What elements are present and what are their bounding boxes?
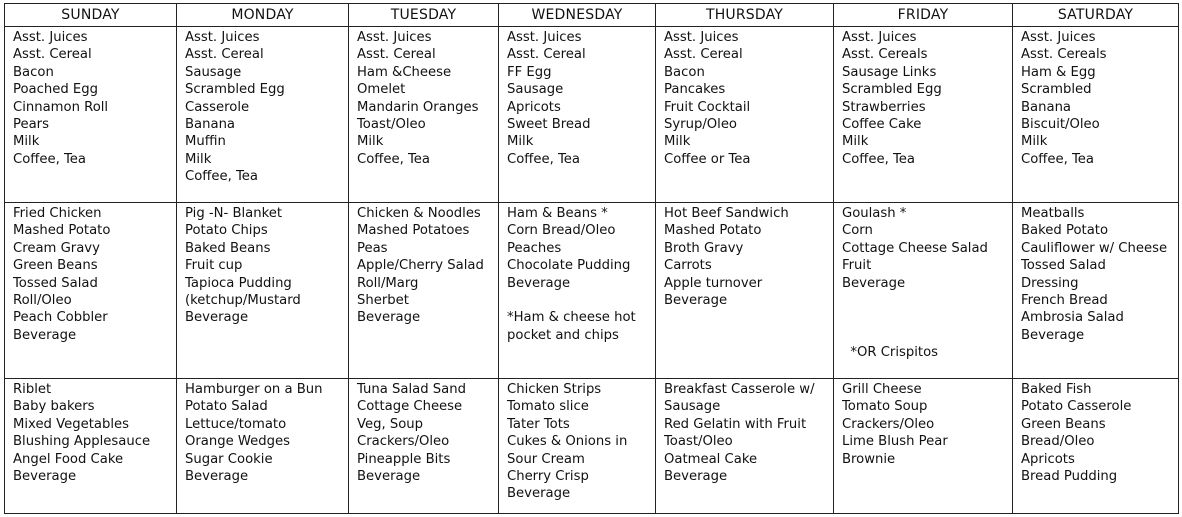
menu-cell-wednesday-breakfast — [499, 27, 656, 203]
menu-item: Mashed Potatoes — [357, 223, 470, 239]
menu-item: Apricots — [507, 99, 561, 115]
menu-cell-tuesday-breakfast — [349, 27, 499, 203]
menu-item: Cherry Crisp — [507, 469, 589, 485]
menu-item: Ambrosia Salad — [1021, 310, 1124, 326]
menu-item: Green Beans — [13, 258, 98, 274]
lunch-row — [5, 203, 1179, 379]
menu-item: Meatballs — [1021, 206, 1085, 221]
breakfast-row — [5, 27, 1179, 203]
menu-item: Apple/Cherry Salad — [357, 258, 484, 274]
menu-item: Tuna Salad Sand — [357, 382, 466, 397]
menu-item: Hamburger on a Bun — [185, 382, 323, 397]
day-header-friday: FRIDAY — [834, 4, 1013, 27]
menu-item: Cream Gravy — [13, 240, 100, 256]
menu-item: Asst. Juices — [357, 30, 432, 45]
menu-item: Apricots — [1021, 451, 1075, 467]
menu-item: Coffee, Tea — [507, 151, 580, 167]
menu-item: Beverage — [185, 310, 249, 326]
menu-cell-friday-dinner — [834, 379, 1013, 514]
menu-item: Mandarin Oranges — [357, 99, 479, 115]
weekly-menu-table — [4, 3, 1179, 514]
menu-item: Banana — [185, 117, 236, 133]
menu-item: FF Egg — [507, 64, 552, 80]
menu-item: Asst. Juices — [13, 30, 88, 45]
menu-item: Lettuce/tomato — [185, 416, 287, 432]
menu-item: French Bread — [1021, 293, 1108, 309]
menu-item: Tossed Salad — [1021, 258, 1106, 274]
menu-item: Sausage — [185, 64, 242, 80]
menu-cell-sunday-lunch — [5, 203, 177, 379]
menu-item: Roll/Oleo — [13, 293, 72, 309]
menu-item: Ham & Beans * — [507, 206, 608, 221]
menu-item: Cauliflower w/ Cheese — [1021, 240, 1168, 256]
menu-item: Breakfast Casserole w/ — [664, 382, 815, 397]
menu-item: Banana — [1021, 99, 1072, 115]
menu-item: Corn — [842, 223, 873, 239]
menu-item: Goulash * — [842, 206, 907, 221]
menu-item: Mashed Potato — [13, 223, 111, 239]
menu-item: Scrambled Egg — [185, 82, 285, 98]
menu-item: Cottage Cheese Salad — [842, 240, 988, 256]
day-header-tuesday: TUESDAY — [349, 4, 499, 27]
menu-item: Coffee, Tea — [842, 151, 915, 167]
menu-item: Toast/Oleo — [664, 434, 733, 450]
menu-item — [842, 292, 1008, 309]
day-header-thursday: THURSDAY — [656, 4, 834, 27]
menu-item: Red Gelatin with Fruit — [664, 416, 807, 432]
menu-item: Milk — [185, 151, 212, 167]
menu-item: (ketchup/Mustard — [185, 293, 301, 309]
menu-item: Beverage — [1021, 327, 1085, 343]
menu-item: Chicken Strips — [507, 382, 602, 397]
menu-item: Asst. Cereal — [507, 47, 586, 63]
menu-item: Tomato Soup — [842, 399, 928, 415]
menu-item: Pears — [13, 117, 49, 133]
menu-item: Beverage — [357, 469, 421, 485]
day-header-wednesday: WEDNESDAY — [499, 4, 656, 27]
menu-item: Beverage — [357, 310, 421, 326]
menu-item: Baked Fish — [1021, 382, 1092, 397]
menu-item: Broth Gravy — [664, 240, 744, 256]
menu-item: Poached Egg — [13, 82, 98, 98]
day-header-saturday: SATURDAY — [1013, 4, 1179, 27]
menu-item: Sausage — [664, 399, 721, 415]
menu-item: Asst. Juices — [507, 30, 582, 45]
menu-item: Beverage — [185, 469, 249, 485]
menu-item: Sausage Links — [842, 64, 937, 80]
menu-item: Crackers/Oleo — [842, 416, 935, 432]
menu-item: Blushing Applesauce — [13, 434, 151, 450]
menu-item: Bacon — [664, 64, 705, 80]
menu-item: Carrots — [664, 258, 712, 274]
menu-item: Coffee, Tea — [357, 151, 430, 167]
menu-cell-wednesday-dinner — [499, 379, 656, 514]
menu-item: Cukes & Onions in — [507, 434, 628, 450]
menu-cell-saturday-breakfast — [1013, 27, 1179, 203]
menu-item: Coffee Cake — [842, 117, 922, 133]
menu-item: Coffee, Tea — [13, 151, 86, 167]
menu-item: Tapioca Pudding — [185, 275, 292, 291]
menu-item: Asst. Cereal — [13, 47, 92, 63]
menu-cell-thursday-lunch — [656, 203, 834, 379]
menu-item: Tater Tots — [507, 416, 570, 432]
menu-item: Milk — [507, 134, 534, 150]
menu-item: Corn Bread/Oleo — [507, 223, 616, 239]
day-header-row — [5, 4, 1179, 27]
menu-cell-friday-lunch — [834, 203, 1013, 379]
menu-item — [842, 309, 1008, 326]
menu-item: Dressing — [1021, 275, 1079, 291]
menu-item: Muffin — [185, 134, 226, 150]
menu-item: Coffee, Tea — [1021, 151, 1094, 167]
menu-item: Hot Beef Sandwich — [664, 206, 789, 221]
menu-item: Potato Salad — [185, 399, 268, 415]
menu-item: Sugar Cookie — [185, 451, 273, 467]
menu-cell-thursday-breakfast — [656, 27, 834, 203]
menu-item: Beverage — [507, 486, 571, 502]
menu-item: Strawberries — [842, 99, 926, 115]
menu-item: Potato Chips — [185, 223, 268, 239]
menu-cell-monday-breakfast — [177, 27, 349, 203]
menu-item: Baby bakers — [13, 399, 95, 415]
menu-item: Milk — [13, 134, 40, 150]
day-header-sunday: SUNDAY — [5, 4, 177, 27]
menu-item: Orange Wedges — [185, 434, 291, 450]
menu-item: Milk — [842, 134, 869, 150]
menu-item: Milk — [1021, 134, 1048, 150]
menu-item: Scrambled Egg — [842, 82, 942, 98]
menu-item: Oatmeal Cake — [664, 451, 758, 467]
menu-item: Brownie — [842, 451, 896, 467]
menu-cell-tuesday-dinner — [349, 379, 499, 514]
menu-item: *OR Crispitos — [842, 345, 939, 361]
menu-item: Bacon — [13, 64, 54, 80]
menu-item: Cottage Cheese — [357, 399, 463, 415]
menu-item: Asst. Juices — [1021, 30, 1096, 45]
menu-item: Baked Beans — [185, 240, 271, 256]
menu-item: Toast/Oleo — [357, 117, 426, 133]
menu-item: Peas — [357, 240, 388, 256]
menu-item: Pancakes — [664, 82, 726, 98]
dinner-row — [5, 379, 1179, 514]
menu-cell-monday-lunch — [177, 203, 349, 379]
menu-cell-saturday-lunch — [1013, 203, 1179, 379]
menu-item: pocket and chips — [507, 327, 619, 343]
menu-item: Bread Pudding — [1021, 469, 1118, 485]
menu-item: Fried Chicken — [13, 206, 102, 221]
menu-item: Riblet — [13, 382, 52, 397]
menu-cell-wednesday-lunch — [499, 203, 656, 379]
menu-cell-friday-breakfast — [834, 27, 1013, 203]
menu-item — [842, 327, 1008, 344]
menu-item: Asst. Juices — [185, 30, 260, 45]
menu-item: Fruit cup — [185, 258, 243, 274]
menu-item: Beverage — [664, 469, 728, 485]
menu-item: Syrup/Oleo — [664, 117, 737, 133]
menu-item: Asst. Cereal — [185, 47, 264, 63]
menu-item: Mashed Potato — [664, 223, 762, 239]
menu-item — [507, 292, 651, 309]
menu-item: Fruit — [842, 258, 872, 274]
menu-item: Milk — [357, 134, 384, 150]
menu-item: Veg, Soup — [357, 416, 424, 432]
menu-cell-tuesday-lunch — [349, 203, 499, 379]
menu-item: Pig -N- Blanket — [185, 206, 283, 221]
menu-cell-monday-dinner — [177, 379, 349, 514]
menu-item: Beverage — [664, 293, 728, 309]
menu-item: Ham &Cheese — [357, 64, 452, 80]
menu-item: Grill Cheese — [842, 382, 922, 397]
menu-item: Potato Casserole — [1021, 399, 1132, 415]
menu-item: Beverage — [507, 275, 571, 291]
menu-item: Baked Potato — [1021, 223, 1109, 239]
menu-item: Coffee, Tea — [185, 169, 258, 185]
menu-item: Beverage — [13, 469, 77, 485]
menu-item: Bread/Oleo — [1021, 434, 1095, 450]
menu-cell-saturday-dinner — [1013, 379, 1179, 514]
menu-cell-sunday-dinner — [5, 379, 177, 514]
menu-item: Scrambled — [1021, 82, 1092, 98]
day-header-monday: MONDAY — [177, 4, 349, 27]
menu-item: Chocolate Pudding — [507, 258, 631, 274]
menu-item: Roll/Marg — [357, 275, 419, 291]
menu-item: Sherbet — [357, 293, 409, 309]
menu-item: Cinnamon Roll — [13, 99, 109, 115]
menu-item: Ham & Egg — [1021, 64, 1096, 80]
menu-item: Casserole — [185, 99, 250, 115]
menu-item: Pineapple Bits — [357, 451, 451, 467]
menu-item: Omelet — [357, 82, 406, 98]
menu-item: Peaches — [507, 240, 562, 256]
menu-item: *Ham & cheese hot — [507, 310, 636, 326]
menu-item: Peach Cobbler — [13, 310, 108, 326]
menu-item: Apple turnover — [664, 275, 763, 291]
menu-item: Asst. Cereal — [664, 47, 743, 63]
menu-item: Asst. Cereal — [357, 47, 436, 63]
menu-item: Asst. Juices — [664, 30, 739, 45]
menu-item: Milk — [664, 134, 691, 150]
menu-item: Green Beans — [1021, 416, 1106, 432]
menu-cell-thursday-dinner — [656, 379, 834, 514]
menu-item: Mixed Vegetables — [13, 416, 129, 432]
menu-item: Asst. Cereals — [842, 47, 928, 63]
menu-item: Chicken & Noodles — [357, 206, 481, 221]
menu-item: Crackers/Oleo — [357, 434, 450, 450]
menu-item: Tomato slice — [507, 399, 589, 415]
menu-cell-sunday-breakfast — [5, 27, 177, 203]
menu-item: Asst. Cereals — [1021, 47, 1107, 63]
menu-item: Sweet Bread — [507, 117, 591, 133]
menu-item: Sour Cream — [507, 451, 585, 467]
menu-item: Beverage — [13, 327, 77, 343]
menu-item: Beverage — [842, 275, 906, 291]
menu-item: Asst. Juices — [842, 30, 917, 45]
menu-item: Tossed Salad — [13, 275, 98, 291]
menu-item: Biscuit/Oleo — [1021, 117, 1100, 133]
menu-item: Coffee or Tea — [664, 151, 751, 167]
menu-item: Lime Blush Pear — [842, 434, 948, 450]
menu-item: Sausage — [507, 82, 564, 98]
menu-item: Fruit Cocktail — [664, 99, 751, 115]
menu-item: Angel Food Cake — [13, 451, 124, 467]
